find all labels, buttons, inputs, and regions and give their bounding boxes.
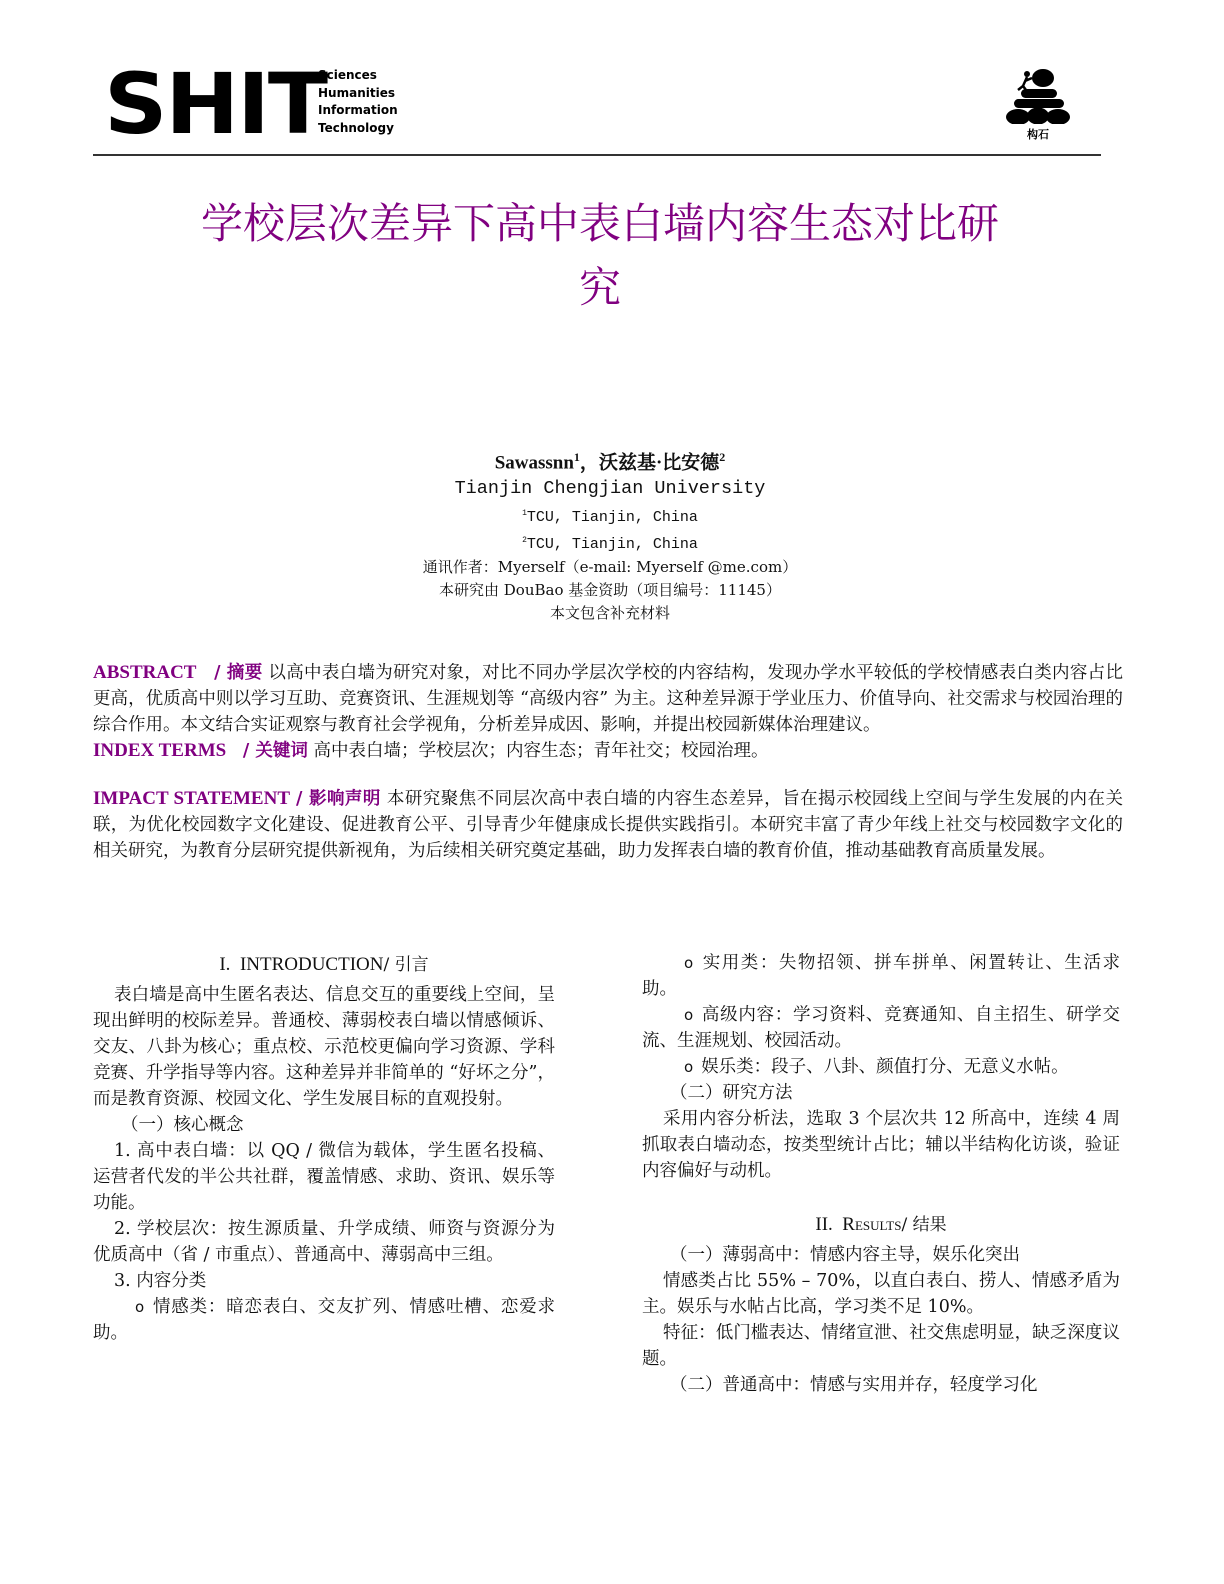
impact-text: 本研究聚焦不同层次高中表白墙的内容生态差异，旨在揭示校园线上空间与学生发展的内在关联，为优化校园数字文化建设、促进教育公平、引导青少年健康成长提供实践指引。本研究丰富了青少年线上社交与校园数字文化的相关研究，为教育分层研究提供新视角，为后续相关研究奠定基础，助力发挥表白墙的教育价值，推动基础教育高质量发展。 — [93, 789, 1123, 861]
abstract-label-en: ABSTRACT — [93, 662, 197, 683]
affiliation — [300, 502, 920, 529]
left-column — [93, 950, 555, 1346]
index-terms-text: 高中表白墙；学校层次；内容生态；青年社交；校园治理。 — [313, 741, 769, 761]
logo-sub-line: Technology — [318, 120, 394, 135]
stone-pile-logo — [1000, 68, 1076, 142]
spacer — [93, 764, 1123, 786]
front-matter — [93, 660, 1123, 864]
section-title-cn: / 引言 — [383, 955, 429, 975]
section-title-en: Results — [842, 1214, 902, 1235]
affil-text: TCU, Tianjin, China — [526, 509, 698, 527]
journal-logo-subtitle — [318, 67, 398, 137]
supplementary-note: 本文包含补充材料 — [549, 604, 670, 623]
subsection-heading: （一）薄弱高中：情感内容主导，娱乐化突出 — [670, 1245, 1020, 1265]
bullet-item — [642, 950, 1120, 1002]
logo-sub-line: Humanities — [318, 85, 395, 100]
section-title-cn: / 结果 — [901, 1215, 947, 1235]
title-line: 学校层次差异下高中表白墙内容生态对比研 — [200, 199, 999, 248]
subsection-heading: （一）核心概念 — [121, 1115, 244, 1135]
method-paragraph: 采用内容分析法，选取 3 个层次共 12 所高中，连续 4 周抓取表白墙动态，按类型统计占比；辅以半结构化访谈，验证内容偏好与动机。 — [642, 1109, 1120, 1181]
stone-pile-icon — [1003, 68, 1073, 124]
index-terms-label-en: INDEX TERMS — [93, 740, 227, 761]
stone-logo-label: 构石 — [1027, 128, 1049, 141]
subsection-heading: （二）研究方法 — [670, 1083, 793, 1103]
bullet-text: 实用类：失物招领、拼车拼单、闲置转让、生活求助。 — [642, 953, 1120, 999]
right-column — [642, 950, 1120, 1398]
abstract-text: 以高中表白墙为研究对象，对比不同办学层次学校的内容结构，发现办学水平较低的学校情感表白类内容占比更高，优质高中则以学习互助、竞赛资讯、生涯规划等 “高级内容” 为主。这种差异源于学业压力、价值导向、社交需求与校园治理的综合作用。本文结合实证观察与教育社会学视角，分析差异成因、影响，并提出校园新媒体治理建议。 — [93, 663, 1123, 735]
bullet-icon: o — [684, 1006, 694, 1024]
spacer — [642, 1184, 1120, 1210]
bullet-item — [93, 1294, 555, 1346]
intro-paragraph: 表白墙是高中生匿名表达、信息交互的重要线上空间，呈现出鲜明的校际差异。普通校、薄弱校表白墙以情感倾诉、交友、八卦为核心；重点校、示范校更偏向学习资源、学科竞赛、升学指导等内容。这种差异并非简单的 “好坏之分”，而是教育资源、校园文化、学生发展目标的直观投射。 — [93, 985, 555, 1109]
bullet-icon: o — [135, 1298, 145, 1316]
abstract — [93, 660, 1123, 738]
bullet-icon: o — [684, 954, 694, 972]
author-separator: ， — [579, 452, 599, 474]
author-affil-marker: 2 — [719, 450, 726, 464]
logo-sub-line: Information — [318, 103, 398, 117]
affiliation — [300, 529, 920, 556]
bullet-text: 高级内容：学习资料、竞赛通知、自主招生、研学交流、生涯规划、校园活动。 — [642, 1005, 1120, 1051]
title-line: 究 — [578, 263, 621, 312]
subsection-heading: （二）普通高中：情感与实用并存，轻度学习化 — [670, 1375, 1038, 1395]
bullet-item — [642, 1002, 1120, 1054]
concept-item: 2. 学校层次：按生源质量、升学成绩、师资与资源分为优质高中（省 / 市重点）、普通高中、薄弱高中三组。 — [93, 1219, 555, 1265]
affil-marker: 2 — [522, 536, 527, 546]
paper-title — [120, 192, 1080, 320]
affil-marker: 1 — [522, 509, 527, 519]
section-number: I. — [219, 954, 231, 975]
author-name: 沃兹基·比安德 — [598, 452, 720, 474]
impact-statement — [93, 786, 1123, 864]
results-paragraph: 情感类占比 55% – 70%，以直白表白、捞人、情感矛盾为主。娱乐与水帖占比高，学习类不足 10%。 — [642, 1271, 1120, 1317]
header-divider — [93, 154, 1101, 156]
concept-item: 3. 内容分类 — [114, 1271, 207, 1291]
bullet-icon: o — [684, 1058, 694, 1076]
author-block — [300, 444, 920, 625]
impact-label-en: IMPACT STATEMENT — [93, 788, 290, 809]
section-title-en: INTRODUCTION — [239, 954, 384, 975]
concept-item: 1. 高中表白墙：以 QQ / 微信为载体，学生匿名投稿、运营者代发的半公共社群，覆盖情感、求助、资讯、娱乐等功能。 — [93, 1141, 555, 1213]
correspondence: 通讯作者：Myerself（e-mail: Myerself @me.com） — [422, 558, 798, 577]
bullet-item — [642, 1054, 1120, 1080]
section-heading-results — [642, 1212, 1120, 1238]
index-terms — [93, 738, 1123, 764]
bullet-text: 娱乐类：段子、八卦、颜值打分、无意义水帖。 — [701, 1057, 1069, 1077]
author-name: Sawassnn — [494, 452, 574, 474]
impact-label-cn: / 影响声明 — [296, 789, 381, 809]
section-heading-introduction — [93, 952, 555, 978]
affil-text: TCU, Tianjin, China — [526, 536, 698, 554]
bullet-text: 情感类：暗恋表白、交友扩列、情感吐槽、恋爱求助。 — [93, 1297, 555, 1343]
index-terms-label-cn: / 关键词 — [242, 741, 308, 761]
results-paragraph: 特征：低门槛表达、情绪宣泄、社交焦虑明显，缺乏深度议题。 — [642, 1323, 1120, 1369]
logo-sub-line: Sciences — [318, 68, 377, 82]
journal-logo: SHIT — [104, 55, 326, 153]
abstract-label-cn: / 摘要 — [214, 663, 263, 683]
section-number: II. — [815, 1214, 833, 1235]
funding-note: 本研究由 DouBao 基金资助（项目编号：11145） — [439, 581, 781, 600]
author-list — [300, 444, 920, 476]
author-affil-marker: 1 — [573, 450, 580, 464]
university: Tianjin Chengjian University — [454, 478, 766, 500]
